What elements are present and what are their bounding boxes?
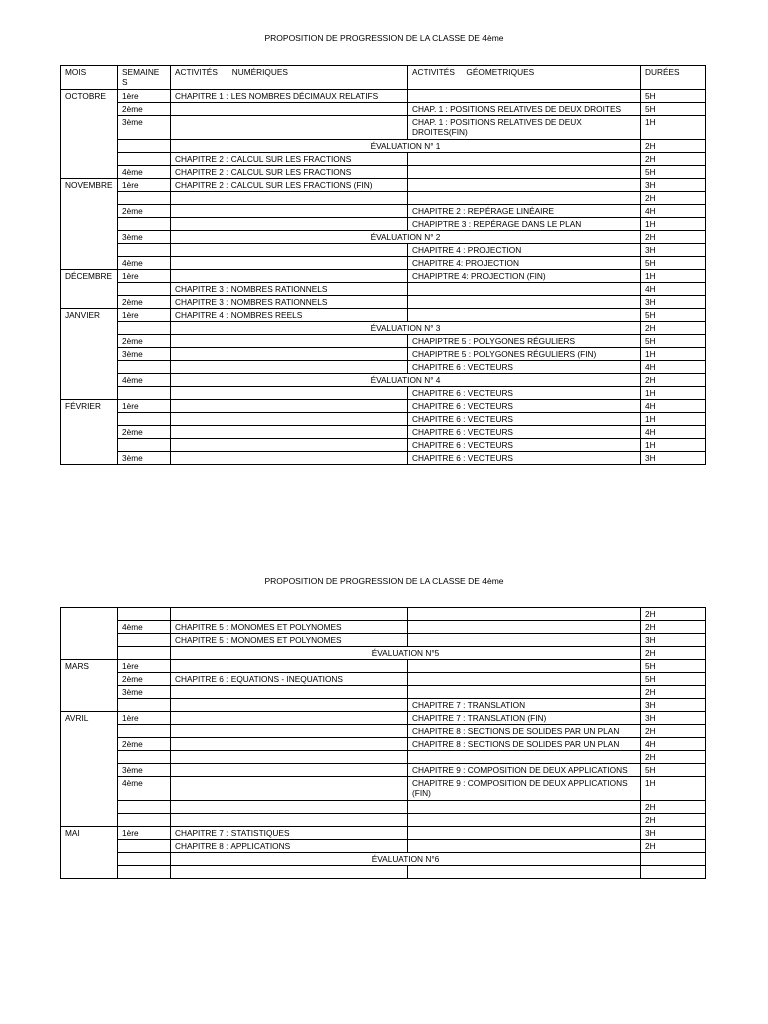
duration-cell: 1H — [641, 439, 706, 452]
header-durees: DURÉES — [641, 66, 706, 90]
geometric-activity-cell — [408, 283, 641, 296]
week-cell — [118, 192, 171, 205]
geometric-activity-cell: CHAPITRE 6 : VECTEURS — [408, 426, 641, 439]
geometric-activity-cell: CHAPITRE 8 : SECTIONS DE SOLIDES PAR UN PLAN — [408, 738, 641, 751]
table-row — [61, 116, 706, 140]
duration-cell: 5H — [641, 90, 706, 103]
duration-cell: 3H — [641, 712, 706, 725]
duration-cell: 1H — [641, 116, 706, 140]
table-row — [61, 218, 706, 231]
table-row — [61, 699, 706, 712]
geometric-activity-cell: CHAP. 1 : POSITIONS RELATIVES DE DEUX DROITES(FIN) — [408, 116, 641, 140]
geometric-activity-cell: CHAPITRE 6 : VECTEURS — [408, 387, 641, 400]
month-cell: NOVEMBRE — [61, 179, 118, 270]
table-row — [61, 647, 706, 660]
geometric-activity-cell: CHAPITRE 8 : SECTIONS DE SOLIDES PAR UN PLAN — [408, 725, 641, 738]
geometric-activity-cell: CHAPITRE 7 : TRANSLATION — [408, 699, 641, 712]
table-row — [61, 426, 706, 439]
table-row — [61, 439, 706, 452]
week-cell: 1ère — [118, 179, 171, 192]
week-cell — [118, 814, 171, 827]
table-row — [61, 660, 706, 673]
duration-cell: 5H — [641, 673, 706, 686]
numeric-activity-cell — [171, 686, 408, 699]
header-semaines: SEMAINE S — [118, 66, 171, 90]
duration-cell: 2H — [641, 814, 706, 827]
duration-cell: 2H — [641, 192, 706, 205]
week-cell — [118, 608, 171, 621]
duration-cell: 2H — [641, 647, 706, 660]
numeric-activity-cell: CHAPITRE 4 : NOMBRES REELS — [171, 309, 408, 322]
numeric-activity-cell: CHAPITRE 2 : CALCUL SUR LES FRACTIONS — [171, 153, 408, 166]
week-cell: 4ème — [118, 621, 171, 634]
table-row — [61, 387, 706, 400]
geometric-activity-cell — [408, 192, 641, 205]
table-row — [61, 348, 706, 361]
duration-cell: 2H — [641, 140, 706, 153]
table-row — [61, 738, 706, 751]
numeric-activity-cell: CHAPITRE 8 : APPLICATIONS — [171, 840, 408, 853]
month-cell: AVRIL — [61, 712, 118, 827]
geometric-activity-cell — [408, 751, 641, 764]
numeric-activity-cell — [171, 361, 408, 374]
week-cell — [118, 283, 171, 296]
week-cell — [118, 853, 171, 866]
table-row — [61, 621, 706, 634]
week-cell: 2ème — [118, 426, 171, 439]
table-row — [61, 270, 706, 283]
numeric-activity-cell — [171, 608, 408, 621]
duration-cell: 5H — [641, 764, 706, 777]
table-row — [61, 244, 706, 257]
table-row — [61, 335, 706, 348]
table-row — [61, 801, 706, 814]
geometric-activity-cell — [408, 673, 641, 686]
table-row — [61, 166, 706, 179]
table-row — [61, 257, 706, 270]
week-cell: 2ème — [118, 738, 171, 751]
table-row — [61, 205, 706, 218]
week-cell: 2ème — [118, 335, 171, 348]
evaluation-cell: ÉVALUATION N° 3 — [171, 322, 641, 335]
duration-cell: 2H — [641, 608, 706, 621]
geometric-activity-cell: CHAPITRE 6 : VECTEURS — [408, 413, 641, 426]
week-cell — [118, 140, 171, 153]
duration-cell: 2H — [641, 153, 706, 166]
numeric-activity-cell — [171, 712, 408, 725]
week-cell: 1ère — [118, 400, 171, 413]
duration-cell: 1H — [641, 270, 706, 283]
week-cell — [118, 699, 171, 712]
geometric-activity-cell — [408, 814, 641, 827]
month-cell: DÉCEMBRE — [61, 270, 118, 309]
week-cell — [118, 153, 171, 166]
geometric-activity-cell — [408, 660, 641, 673]
numeric-activity-cell — [171, 387, 408, 400]
geometric-activity-cell: CHAPITRE 4: PROJECTION — [408, 257, 641, 270]
numeric-activity-cell: CHAPITRE 5 : MONOMES ET POLYNOMES — [171, 634, 408, 647]
week-cell — [118, 413, 171, 426]
table-row — [61, 361, 706, 374]
geometric-activity-cell — [408, 608, 641, 621]
duration-cell: 5H — [641, 257, 706, 270]
table-row — [61, 853, 706, 866]
progression-table-2 — [60, 607, 706, 879]
duration-cell: 3H — [641, 296, 706, 309]
duration-cell: 1H — [641, 413, 706, 426]
duration-cell: 4H — [641, 283, 706, 296]
week-cell: 3ème — [118, 348, 171, 361]
week-cell: 1ère — [118, 827, 171, 840]
month-cell: MAI — [61, 827, 118, 879]
numeric-activity-cell: CHAPITRE 6 : EQUATIONS - INEQUATIONS — [171, 673, 408, 686]
table-row — [61, 827, 706, 840]
duration-cell: 3H — [641, 179, 706, 192]
week-cell — [118, 866, 171, 879]
week-cell: 2ème — [118, 673, 171, 686]
page-title-2: PROPOSITION DE PROGRESSION DE LA CLASSE DE 4ème — [264, 576, 504, 586]
duration-cell: 2H — [641, 322, 706, 335]
week-cell — [118, 801, 171, 814]
geometric-activity-cell: CHAPITRE 9 : COMPOSITION DE DEUX APPLICATIONS — [408, 764, 641, 777]
numeric-activity-cell — [171, 426, 408, 439]
month-cell: OCTOBRE — [61, 90, 118, 179]
table-row — [61, 866, 706, 879]
geometric-activity-cell — [408, 634, 641, 647]
numeric-activity-cell — [171, 103, 408, 116]
week-cell: 2ème — [118, 296, 171, 309]
table-row — [61, 777, 706, 801]
week-cell: 4ème — [118, 777, 171, 801]
numeric-activity-cell — [171, 205, 408, 218]
evaluation-cell: ÉVALUATION N° 2 — [171, 231, 641, 244]
table-row — [61, 140, 706, 153]
table-row — [61, 413, 706, 426]
week-cell: 3ème — [118, 231, 171, 244]
week-cell: 3ème — [118, 764, 171, 777]
table-row — [61, 608, 706, 621]
geometric-activity-cell — [408, 179, 641, 192]
geometric-activity-cell — [408, 827, 641, 840]
table-row — [61, 231, 706, 244]
duration-cell: 2H — [641, 686, 706, 699]
month-cell — [61, 608, 118, 660]
duration-cell: 4H — [641, 426, 706, 439]
week-cell: 4ème — [118, 166, 171, 179]
numeric-activity-cell — [171, 814, 408, 827]
geometric-activity-cell: CHAPITRE 6 : VECTEURS — [408, 439, 641, 452]
numeric-activity-cell — [171, 801, 408, 814]
geometric-activity-cell: CHAPIPTRE 5 : POLYGONES RÉGULIERS (FIN) — [408, 348, 641, 361]
week-cell — [118, 322, 171, 335]
table-row — [61, 322, 706, 335]
week-cell — [118, 244, 171, 257]
numeric-activity-cell — [171, 452, 408, 465]
geometric-activity-cell: CHAPIPTRE 3 : REPÉRAGE DANS LE PLAN — [408, 218, 641, 231]
month-cell: JANVIER — [61, 309, 118, 400]
table-row — [61, 296, 706, 309]
header-activites-numeriques: ACTIVITÉS NUMÉRIQUES — [171, 66, 408, 90]
duration-cell: 5H — [641, 335, 706, 348]
numeric-activity-cell: CHAPITRE 1 : LES NOMBRES DÉCIMAUX RELATIFS — [171, 90, 408, 103]
week-cell: 3ème — [118, 686, 171, 699]
week-cell — [118, 840, 171, 853]
duration-cell: 2H — [641, 621, 706, 634]
evaluation-cell: ÉVALUATION N°5 — [171, 647, 641, 660]
table-row — [61, 374, 706, 387]
geometric-activity-cell — [408, 801, 641, 814]
duration-cell: 5H — [641, 166, 706, 179]
duration-cell: 3H — [641, 634, 706, 647]
geometric-activity-cell — [408, 840, 641, 853]
duration-cell: 4H — [641, 205, 706, 218]
numeric-activity-cell: CHAPITRE 3 : NOMBRES RATIONNELS — [171, 296, 408, 309]
week-cell: 4ème — [118, 374, 171, 387]
duration-cell: 3H — [641, 452, 706, 465]
duration-cell: 1H — [641, 387, 706, 400]
header-mois: MOIS — [61, 66, 118, 90]
numeric-activity-cell — [171, 866, 408, 879]
numeric-activity-cell: CHAPITRE 3 : NOMBRES RATIONNELS — [171, 283, 408, 296]
geometric-activity-cell: CHAPITRE 6 : VECTEURS — [408, 452, 641, 465]
duration-cell — [641, 866, 706, 879]
week-cell: 1ère — [118, 90, 171, 103]
numeric-activity-cell — [171, 439, 408, 452]
numeric-activity-cell: CHAPITRE 5 : MONOMES ET POLYNOMES — [171, 621, 408, 634]
table-row — [61, 283, 706, 296]
numeric-activity-cell — [171, 777, 408, 801]
week-cell — [118, 634, 171, 647]
table-row — [61, 400, 706, 413]
geometric-activity-cell: CHAPIPTRE 4: PROJECTION (FIN) — [408, 270, 641, 283]
duration-cell: 2H — [641, 374, 706, 387]
week-cell — [118, 647, 171, 660]
geometric-activity-cell: CHAPITRE 4 : PROJECTION — [408, 244, 641, 257]
header-activites-geometriques: ACTIVITÉS GÉOMETRIQUES — [408, 66, 641, 90]
geometric-activity-cell: CHAPITRE 7 : TRANSLATION (FIN) — [408, 712, 641, 725]
duration-cell: 3H — [641, 827, 706, 840]
geometric-activity-cell: CHAPITRE 2 : REPÉRAGE LINÉAIRE — [408, 205, 641, 218]
progression-table-1 — [60, 65, 706, 465]
duration-cell: 1H — [641, 218, 706, 231]
geometric-activity-cell — [408, 90, 641, 103]
table-row — [61, 90, 706, 103]
duration-cell: 1H — [641, 777, 706, 801]
duration-cell: 3H — [641, 244, 706, 257]
week-cell: 2ème — [118, 205, 171, 218]
table-row — [61, 840, 706, 853]
geometric-activity-cell: CHAPITRE 6 : VECTEURS — [408, 400, 641, 413]
table-row — [61, 634, 706, 647]
table-row — [61, 192, 706, 205]
table-row — [61, 814, 706, 827]
table-row — [61, 712, 706, 725]
numeric-activity-cell: CHAPITRE 7 : STATISTIQUES — [171, 827, 408, 840]
duration-cell: 2H — [641, 725, 706, 738]
week-cell: 2ème — [118, 103, 171, 116]
numeric-activity-cell — [171, 751, 408, 764]
numeric-activity-cell — [171, 218, 408, 231]
week-cell — [118, 439, 171, 452]
duration-cell: 4H — [641, 738, 706, 751]
duration-cell: 2H — [641, 231, 706, 244]
duration-cell: 4H — [641, 400, 706, 413]
table-row — [61, 725, 706, 738]
numeric-activity-cell: CHAPITRE 2 : CALCUL SUR LES FRACTIONS — [171, 166, 408, 179]
duration-cell: 4H — [641, 361, 706, 374]
numeric-activity-cell — [171, 400, 408, 413]
week-cell — [118, 218, 171, 231]
duration-cell: 3H — [641, 699, 706, 712]
geometric-activity-cell — [408, 866, 641, 879]
numeric-activity-cell: CHAPITRE 2 : CALCUL SUR LES FRACTIONS (FIN) — [171, 179, 408, 192]
table-row — [61, 686, 706, 699]
numeric-activity-cell — [171, 764, 408, 777]
evaluation-cell: ÉVALUATION N° 1 — [171, 140, 641, 153]
month-cell: FÉVRIER — [61, 400, 118, 465]
table-row — [61, 764, 706, 777]
week-cell — [118, 751, 171, 764]
duration-cell: 5H — [641, 660, 706, 673]
table-row — [61, 153, 706, 166]
geometric-activity-cell — [408, 309, 641, 322]
evaluation-cell: ÉVALUATION N° 4 — [171, 374, 641, 387]
table-row — [61, 452, 706, 465]
week-cell: 1ère — [118, 270, 171, 283]
week-cell — [118, 387, 171, 400]
geometric-activity-cell: CHAPITRE 6 : VECTEURS — [408, 361, 641, 374]
duration-cell: 5H — [641, 309, 706, 322]
duration-cell: 1H — [641, 348, 706, 361]
geometric-activity-cell — [408, 296, 641, 309]
geometric-activity-cell — [408, 621, 641, 634]
week-cell: 1ère — [118, 660, 171, 673]
numeric-activity-cell — [171, 699, 408, 712]
week-cell — [118, 361, 171, 374]
month-cell: MARS — [61, 660, 118, 712]
week-cell: 4ème — [118, 257, 171, 270]
numeric-activity-cell — [171, 116, 408, 140]
table-row — [61, 309, 706, 322]
page-title-1: PROPOSITION DE PROGRESSION DE LA CLASSE DE 4ème — [264, 33, 504, 43]
week-cell: 3ème — [118, 116, 171, 140]
evaluation-cell: ÉVALUATION N°6 — [171, 853, 641, 866]
geometric-activity-cell: CHAP. 1 : POSITIONS RELATIVES DE DEUX DROITES — [408, 103, 641, 116]
table-row — [61, 103, 706, 116]
geometric-activity-cell: CHAPITRE 9 : COMPOSITION DE DEUX APPLICATIONS (FIN) — [408, 777, 641, 801]
numeric-activity-cell — [171, 660, 408, 673]
table-row — [61, 751, 706, 764]
numeric-activity-cell — [171, 270, 408, 283]
geometric-activity-cell — [408, 686, 641, 699]
numeric-activity-cell — [171, 348, 408, 361]
week-cell: 1ère — [118, 309, 171, 322]
duration-cell: 2H — [641, 840, 706, 853]
week-cell: 1ère — [118, 712, 171, 725]
duration-cell: 2H — [641, 801, 706, 814]
numeric-activity-cell — [171, 192, 408, 205]
duration-cell: 2H — [641, 751, 706, 764]
geometric-activity-cell — [408, 153, 641, 166]
table-row — [61, 179, 706, 192]
week-cell: 3ème — [118, 452, 171, 465]
numeric-activity-cell — [171, 257, 408, 270]
table-header-row — [61, 66, 706, 90]
table-row — [61, 673, 706, 686]
geometric-activity-cell — [408, 166, 641, 179]
week-cell — [118, 725, 171, 738]
numeric-activity-cell — [171, 738, 408, 751]
duration-cell — [641, 853, 706, 866]
numeric-activity-cell — [171, 335, 408, 348]
duration-cell: 5H — [641, 103, 706, 116]
numeric-activity-cell — [171, 413, 408, 426]
numeric-activity-cell — [171, 725, 408, 738]
numeric-activity-cell — [171, 244, 408, 257]
geometric-activity-cell: CHAPIPTRE 5 : POLYGONES RÉGULIERS — [408, 335, 641, 348]
